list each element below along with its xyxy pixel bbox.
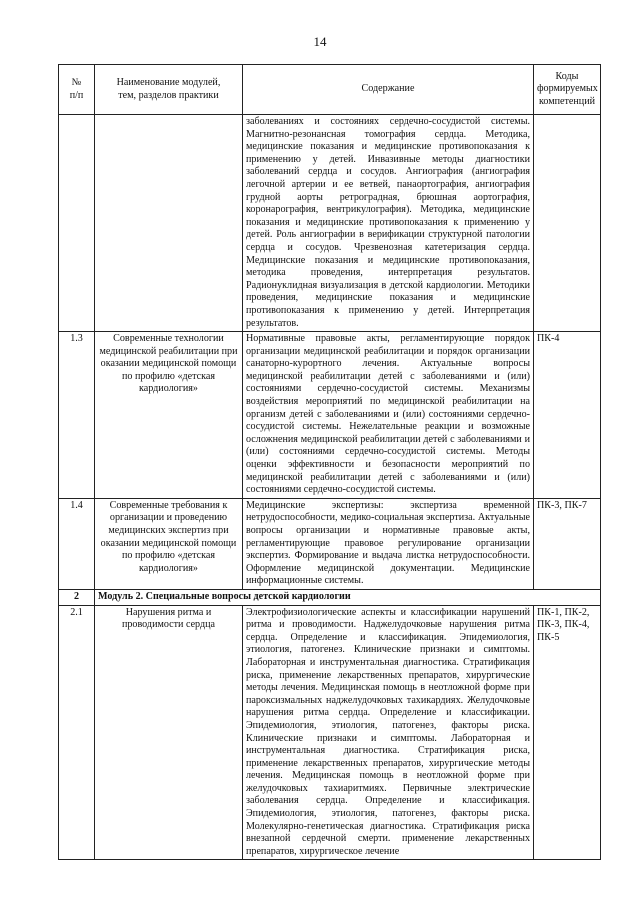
table-row bbox=[59, 605, 601, 860]
row-name: Современные технологии медицинской реабилитации при оказании медицинской помощи по профилю «детская кардиология» bbox=[95, 332, 243, 499]
table-row bbox=[59, 115, 601, 332]
table-row bbox=[59, 498, 601, 589]
row-num: 2.1 bbox=[59, 605, 95, 860]
module-title: Модуль 2. Специальные вопросы детской кардиологии bbox=[95, 589, 601, 605]
row-content: Электрофизиологические аспекты и классификации нарушений ритма и проводимости. Наджелудочковые нарушения ритма сердца. Определение и классификация. Эпидемиология, этиология, патогенез. Клинические признаки и симптомы. Лабораторная и инструментальная диагностика. Стратификация риска, применение лекарственных препаратов, хирургические методы лечения. Медицинская помощь в неотложной форме при пароксизмальных наджелудочковых тахикардиях. Желудочковые нарушения ритма сердца. Определение и классификации. Эпидемиология, этиология, патогенез, факторы риска. Клинические признаки и симптомы. Лабораторная и инструментальная диагностика. Стратификация риска, применение лекарственных препаратов, хирургические методы лечения. Медицинская помощь в неотложной форме при желудочковых тахиаритмиях. Первичные электрические заболевания сердца. Определение и классификация. Эпидемиология, этиология, патогенез, факторы риска. Молекулярно-генетическая диагностика. Стратификация риска внезапной сердечной смерти. применение лекарственных препаратов, хирургическое лечение bbox=[243, 605, 534, 860]
row-codes: ПК-3, ПК-7 bbox=[534, 498, 601, 589]
row-name: Нарушения ритма и проводимости сердца bbox=[95, 605, 243, 860]
row-num: 1.4 bbox=[59, 498, 95, 589]
row-content: Медицинские экспертизы: экспертиза временной нетрудоспособности, медико-социальная экспертиза. Актуальные вопросы организации и нормативные правовые акты, регламентирующие правовое регулирование организации экспертиз. Формирование и выдача листка нетрудоспособности. Оформление медицинской документации. Медицинские информационные системы. bbox=[243, 498, 534, 589]
row-content: заболеваниях и состояниях сердечно-сосудистой системы. Магнитно-резонансная томография сердца. Методика, медицинские показания и медицинские противопоказания к применению у детей. Инвазивные методы диагностики заболеваний сердца и сосудов. Ангиография (ангиография легочной артерии и ее ветвей, панаортография, ангиография грудной аорты ретроградная, брюшная аортография, коронарография, вентрикулография). Методика, медицинские показания и медицинские противопоказания к применению у детей. Роль ангиографии в верификации структурной патологии сердца и сосудов. Чрезвенозная катетеризация сердца. Медицинские показания и медицинские противопоказания, методика проведения, интерпретация результатов. Радионуклидная визуализация в детской кардиологии. Методики проведения, медицинские показания и медицинские противопоказания к применению у детей. Интерпретация результатов. bbox=[243, 115, 534, 332]
row-content: Нормативные правовые акты, регламентирующие порядок организации медицинской реабилитации и порядок организации санаторно-курортного лечения. Актуальные вопросы медицинской реабилитации детей с заболеваниями и (или) состояниями сердечно-сосудистой системы. Механизмы воздействия мероприятий по медицинской реабилитации на организм детей с заболеваниями и (или) состояниями сердечно-сосудистой системы. Нежелательные реакции и возможные осложнения медицинской реабилитации детей с заболеваниями и (или) состояниями сердечно-сосудистой системы. Методы оценки эффективности и безопасности мероприятий по медицинской реабилитации детей с заболеваниями и (или) состояниями сердечно-сосудистой системы. bbox=[243, 332, 534, 499]
module-num: 2 bbox=[59, 589, 95, 605]
page-number: 14 bbox=[313, 34, 327, 49]
row-codes: ПК-4 bbox=[534, 332, 601, 499]
curriculum-table bbox=[58, 64, 601, 860]
row-codes bbox=[534, 115, 601, 332]
row-num: 1.3 bbox=[59, 332, 95, 499]
header-name: Наименование модулей, тем, разделов практики bbox=[95, 65, 243, 115]
row-num bbox=[59, 115, 95, 332]
row-codes: ПК-1, ПК-2, ПК-3, ПК-4, ПК-5 bbox=[534, 605, 601, 860]
table-row bbox=[59, 332, 601, 499]
header-codes: Коды формируемых компетенций bbox=[534, 65, 601, 115]
row-name: Современные требования к организации и проведению медицинских экспертиз при оказании медицинской помощи по профилю «детская кардиология» bbox=[95, 498, 243, 589]
table-header-row bbox=[59, 65, 601, 115]
header-num: № п/п bbox=[59, 65, 95, 115]
module-row bbox=[59, 589, 601, 605]
header-content: Содержание bbox=[243, 65, 534, 115]
row-name bbox=[95, 115, 243, 332]
